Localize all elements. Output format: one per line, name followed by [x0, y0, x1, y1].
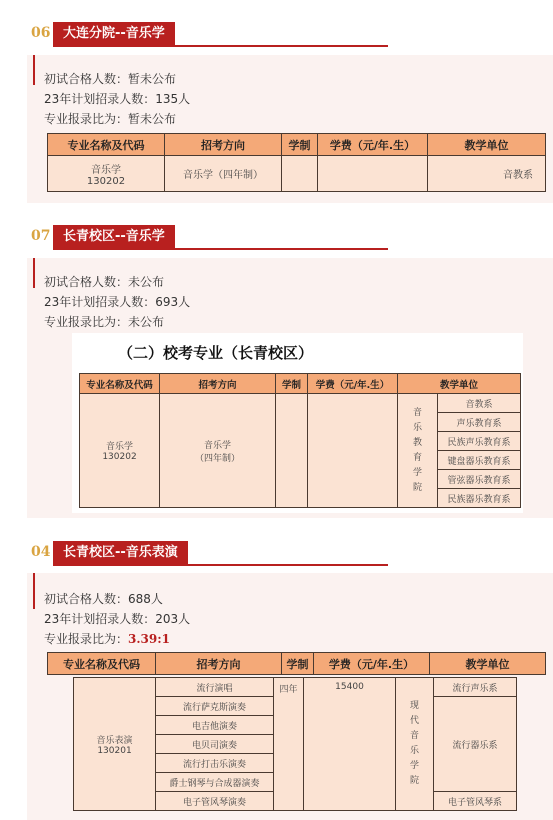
info-planned: 23年计划招录人数：693人	[44, 295, 191, 309]
cell-direction	[160, 394, 276, 508]
cell-years	[276, 394, 308, 508]
section-04-table	[73, 677, 517, 811]
info-planned: 23年计划招录人数：135人	[44, 92, 191, 106]
section-07-table	[79, 373, 521, 508]
cell-years: 四年	[274, 678, 304, 811]
info-planned: 23年计划招录人数：203人	[44, 612, 191, 626]
col-header-dept: 教学单位	[428, 134, 546, 156]
dept-row: 民族器乐教育系	[438, 489, 521, 508]
section-number: 06	[31, 25, 51, 41]
dept-row: 民族声乐教育系	[438, 432, 521, 451]
cell-fee	[318, 156, 428, 192]
col-header-major: 专业名称及代码	[48, 134, 165, 156]
direction-row: 爵士钢琴与合成器演奏	[156, 773, 274, 792]
direction-line-2: （四年制）	[194, 453, 240, 464]
cell-college: 音乐教育学院	[398, 394, 438, 508]
section-underline	[53, 564, 388, 566]
direction-row: 流行打击乐演奏	[156, 754, 274, 773]
dept-row: 电子管风琴系	[434, 792, 517, 811]
major-code: 130202	[102, 452, 137, 462]
image-title: （二）校考专业（长青校区）	[118, 344, 314, 362]
info-ratio: 专业报录比为：暂未公布	[44, 112, 177, 126]
cell-dept: 音教系	[428, 156, 546, 192]
section-04-info	[44, 589, 190, 649]
info-ratio	[44, 629, 190, 649]
section-title: 长青校区--音乐表演	[53, 541, 188, 565]
section-07-info	[44, 272, 190, 332]
cell-fee	[308, 394, 398, 508]
col-header-dept: 教学单位	[398, 374, 521, 394]
cell-years	[282, 156, 318, 192]
direction-row: 电吉他演奏	[156, 716, 274, 735]
col-header-years: 学制	[282, 653, 314, 675]
col-header-years: 学制	[276, 374, 308, 394]
col-header-direction: 招考方向	[165, 134, 282, 156]
section-number: 04	[31, 544, 51, 560]
direction-row: 流行萨克斯演奏	[156, 697, 274, 716]
section-underline	[53, 45, 388, 47]
dept-row: 流行声乐系	[434, 678, 517, 697]
section-06-info	[44, 69, 190, 129]
info-ratio: 专业报录比为：未公布	[44, 315, 165, 329]
direction-row: 电贝司演奏	[156, 735, 274, 754]
col-header-direction: 招考方向	[156, 653, 282, 675]
section-title: 长青校区--音乐学	[53, 225, 175, 249]
dept-row: 键盘器乐教育系	[438, 451, 521, 470]
direction-row: 电子管风琴演奏	[156, 792, 274, 811]
major-name: 音乐表演	[96, 735, 133, 746]
cell-major	[80, 394, 160, 508]
direction-line-1: 音乐学	[203, 440, 231, 451]
major-name: 音乐学	[105, 442, 133, 452]
section-06-header	[0, 22, 553, 46]
major-code: 130201	[97, 745, 132, 756]
info-ratio-label: 专业报录比为：	[44, 632, 129, 646]
direction-row: 流行演唱	[156, 678, 274, 697]
col-header-years: 学制	[282, 134, 318, 156]
cell-major	[74, 678, 156, 811]
panel-accent-bar	[33, 258, 35, 288]
major-code: 130202	[86, 175, 126, 187]
info-qualified: 初试合格人数：暂未公布	[44, 72, 177, 86]
dept-row: 流行器乐系	[434, 697, 517, 792]
cell-direction: 音乐学（四年制）	[165, 156, 282, 192]
section-06-table	[47, 133, 546, 192]
col-header-fee: 学费（元/年.生）	[318, 134, 428, 156]
section-underline	[53, 248, 388, 250]
info-ratio-value: 3.39:1	[128, 632, 171, 646]
section-07-header	[0, 225, 553, 249]
dept-row: 音教系	[438, 394, 521, 413]
dept-row: 声乐教育系	[438, 413, 521, 432]
panel-accent-bar	[33, 55, 35, 85]
col-header-major: 专业名称及代码	[80, 374, 160, 394]
cell-college: 现代音乐学院	[396, 678, 434, 811]
info-qualified: 初试合格人数：未公布	[44, 275, 165, 289]
section-title: 大连分院--音乐学	[53, 22, 175, 46]
col-header-fee: 学费（元/年.生）	[308, 374, 398, 394]
major-name: 音乐学	[91, 164, 121, 176]
section-number: 07	[31, 228, 51, 244]
section-04-header	[0, 541, 553, 565]
panel-accent-bar	[33, 573, 35, 609]
info-qualified: 初试合格人数：688人	[44, 592, 163, 606]
section-04-header-table	[47, 652, 546, 675]
dept-row: 管弦器乐教育系	[438, 470, 521, 489]
cell-major	[48, 156, 165, 192]
col-header-dept: 教学单位	[430, 653, 546, 675]
cell-fee: 15400	[304, 678, 396, 811]
col-header-major: 专业名称及代码	[48, 653, 156, 675]
col-header-direction: 招考方向	[160, 374, 276, 394]
col-header-fee: 学费（元/年.生）	[314, 653, 430, 675]
